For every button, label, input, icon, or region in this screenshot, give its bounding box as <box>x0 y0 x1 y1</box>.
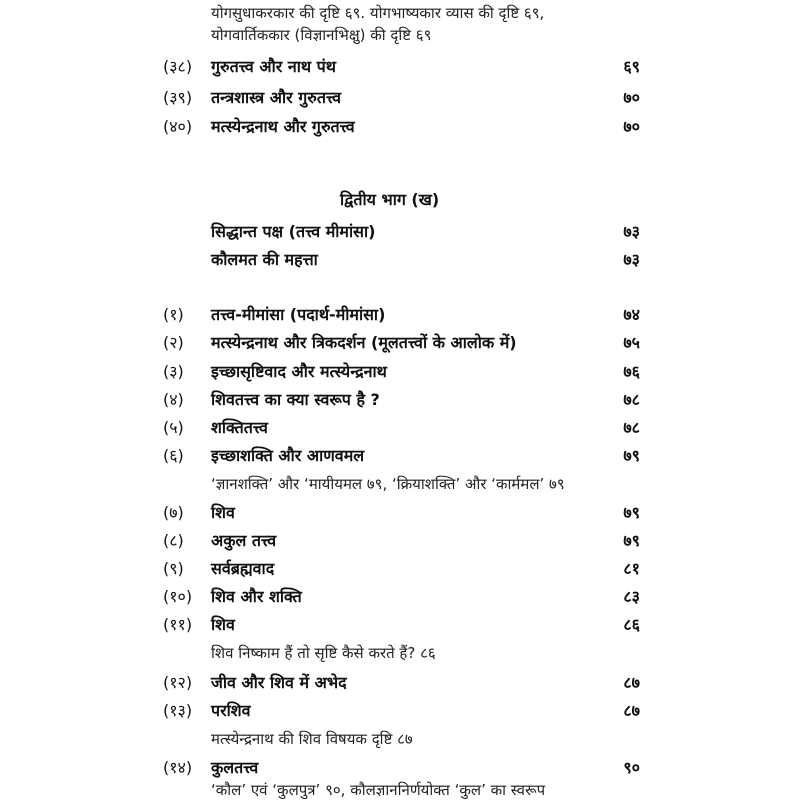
entry-page: ८७ <box>623 701 640 720</box>
entry-page: ७८ <box>623 418 640 437</box>
entry-number: (८) <box>163 531 184 550</box>
entry-page: ७९ <box>623 531 640 550</box>
entry-number: (३९) <box>163 88 193 107</box>
entry-title: तन्त्रशास्त्र और गुरुतत्त्व <box>211 88 342 107</box>
toc-subline: मत्स्येन्द्रनाथ की शिव विषयक दृष्टि ८७ <box>211 730 413 748</box>
entry-page: ७३ <box>623 250 640 269</box>
entry-page: ९० <box>623 758 640 777</box>
entry-number: (१२) <box>163 673 193 692</box>
entry-page: ८६ <box>623 615 640 634</box>
entry-title: शिवतत्त्व का क्या स्वरूप है ? <box>211 390 380 409</box>
entry-number: (५) <box>163 418 184 437</box>
entry-page: ६९ <box>623 57 640 76</box>
section-heading: द्वितीय भाग (ख) <box>340 190 440 209</box>
entry-title: कौलमत की महत्ता <box>211 250 318 269</box>
entry-title: कुलतत्त्व <box>211 758 259 777</box>
entry-title: शिव और शक्ति <box>211 587 302 606</box>
entry-title: मत्स्येन्द्रनाथ और त्रिकदर्शन (मूलतत्त्वों के आलोक में) <box>211 333 517 352</box>
entry-number: (३८) <box>163 57 193 76</box>
toc-subline: शिव निष्काम हैं तो सृष्टि कैसे करते हैं? ८६ <box>211 644 436 662</box>
entry-title: शिव <box>211 503 235 522</box>
entry-title: शक्तितत्त्व <box>211 418 268 437</box>
entry-number: (१) <box>163 305 184 324</box>
entry-number: (११) <box>163 615 193 634</box>
entry-number: (६) <box>163 446 184 465</box>
entry-title: जीव और शिव में अभेद <box>211 673 347 692</box>
entry-page: ७४ <box>623 305 640 324</box>
toc-subline: ‘कौल’ एवं ‘कुलपुत्र’ ९०, कौलज्ञाननिर्णयोक्त ‘कुल’ का स्वरूप <box>211 781 546 799</box>
entry-title: गुरुतत्त्व और नाथ पंथ <box>211 57 336 76</box>
entry-number: (४) <box>163 390 184 409</box>
entry-page: ७९ <box>623 446 640 465</box>
entry-page: ७८ <box>623 390 640 409</box>
entry-title: सिद्धान्त पक्ष (तत्त्व मीमांसा) <box>211 222 376 241</box>
entry-number: (४०) <box>163 117 193 136</box>
entry-title: तत्त्व-मीमांसा (पदार्थ-मीमांसा) <box>211 305 386 324</box>
entry-number: (३) <box>163 362 184 381</box>
entry-page: ७९ <box>623 503 640 522</box>
entry-page: ८३ <box>623 587 640 606</box>
entry-title: इच्छासृष्टिवाद और मत्स्येन्द्रनाथ <box>211 362 387 381</box>
toc-subline: योगसुधाकरकार की दृष्टि ६९. योगभाष्यकार व्यास की दृष्टि ६९, <box>211 4 545 22</box>
entry-title: सर्वब्रह्मवाद <box>211 559 275 578</box>
entry-number: (२) <box>163 333 184 352</box>
entry-number: (१०) <box>163 587 193 606</box>
toc-subline: ‘ज्ञानशक्ति’ और ‘मायीयमल ७९, ‘क्रियाशक्ति’ और ‘कार्ममल’ ७९ <box>211 475 565 493</box>
entry-number: (९) <box>163 559 184 578</box>
entry-title: अकुल तत्त्व <box>211 531 277 550</box>
entry-title: इच्छाशक्ति और आणवमल <box>211 446 365 465</box>
entry-number: (१३) <box>163 701 193 720</box>
entry-number: (१४) <box>163 758 193 777</box>
entry-page: ८७ <box>623 673 640 692</box>
entry-page: ८१ <box>623 559 640 578</box>
entry-page: ७५ <box>623 333 640 352</box>
entry-title: मत्स्येन्द्रनाथ और गुरुतत्त्व <box>211 117 355 136</box>
entry-page: ७० <box>623 117 640 136</box>
entry-title: शिव <box>211 615 235 634</box>
toc-subline: योगवार्तिककार (विज्ञानभिक्षु) की दृष्टि ६९ <box>211 26 432 44</box>
entry-page: ७३ <box>623 222 640 241</box>
entry-title: परशिव <box>211 701 251 720</box>
entry-page: ७६ <box>623 362 640 381</box>
entry-page: ७० <box>623 88 640 107</box>
entry-number: (७) <box>163 503 184 522</box>
